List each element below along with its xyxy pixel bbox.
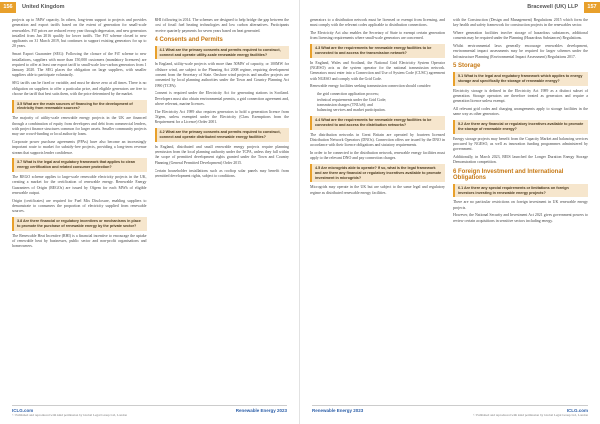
question-text: 3.7 What is the legal and regulatory framework that applies to clean energy certification and related consumer protection?	[17, 160, 136, 170]
list-item: • balancing services and market participation.	[317, 108, 445, 113]
paragraph: The majority of utility-scale renewable energy projects in the UK are financed through a combination of equity from developers and debt from commercial lenders, with project finance structures common for larger assets. Smaller community projects may use crowd-funding or local authority loans.	[12, 116, 147, 137]
left-column-2	[155, 18, 290, 402]
paragraph: However, the National Security and Investment Act 2021 gives government powers to review certain acquisitions in sensitive sectors including energy.	[453, 213, 588, 223]
question-box	[155, 46, 290, 60]
right-footer	[312, 405, 588, 420]
right-column-1	[310, 18, 445, 402]
list-item: • transmission charges (TNUoS); and	[317, 103, 445, 108]
paragraph: generators to a distribution network must be licensed or exempt from licensing, and must comply with the relevant codes applicable to distribution connections.	[310, 18, 445, 28]
paragraph: Energy storage projects may benefit from the Capacity Market and balancing services procured by NGESO, as well as innovation funding programmes administered by government.	[453, 136, 588, 152]
question-text: 4.2 What are the primary consents and permits required to construct, connect and operate distributed renewable energy facilities?	[159, 130, 281, 140]
paragraph: RHI following in 2014. The schemes are designed to help bridge the gap between the cost of fossil fuel heating technologies and low carbon alternatives. Participants receive quarterly payments for seven years based on heat generated.	[154, 18, 289, 33]
right-page-number: 157	[584, 2, 600, 13]
paragraph: In England, Wales and Scotland, the National Grid Electricity System Operator (NGESO) acts as the system operator for the national transmission network. Generators must enter into a Connection and Use of System Code (CUSC) agreement with NGESO and comply with the Grid Code.	[310, 60, 445, 81]
left-header	[0, 0, 299, 16]
paragraph: All relevant grid codes and charging arrangements apply to storage facilities in the same way as other generators.	[453, 107, 588, 117]
section-heading: 6 Foreign Investment and International Obligations	[453, 168, 564, 181]
question-box	[453, 120, 588, 134]
right-page	[300, 0, 600, 424]
question-text: 4.5 Are microgrids able to operate? If so, what is the legal framework and are there any financial or regulatory incentives available to promote investment in microgrids?	[315, 166, 442, 180]
paragraph: The distribution networks in Great Britain are operated by fourteen licensed Distribution Network Operators (DNOs). Connection offers are issued by the DNO in accordance with their licence obligations and statutory requirements.	[310, 132, 445, 148]
right-column-2	[453, 18, 588, 402]
question-box	[310, 44, 445, 58]
paragraph: Corporate power purchase agreements (PPAs) have also become an increasingly important route to market for subsidy-free projects, providing a long-term revenue stream that supports lender confidence.	[12, 139, 147, 155]
question-box	[12, 217, 147, 231]
footer-site-link[interactable]: ICLG.com	[566, 408, 588, 413]
paragraph: In order to be connected to the distribution network, renewable energy facilities must apply to the relevant DNO and pay connection charges.	[310, 150, 445, 161]
question-box	[310, 164, 445, 182]
left-running-title: United Kingdom	[22, 4, 65, 10]
footer-copyright: © Published and reproduced with kind permission by Global Legal Group Ltd, London	[472, 413, 588, 417]
footer-publication: Renewable Energy 2023	[235, 408, 287, 413]
question-box	[453, 184, 588, 198]
question-text: 4.4 What are the requirements for renewable energy facilities to be connected to and access the distribution networks?	[315, 117, 432, 127]
question-box	[310, 116, 445, 130]
question-text: 3.5 What are the main sources of financing for the development of electricity from renewable sources?	[17, 101, 133, 111]
bullet-list	[310, 92, 445, 113]
paragraph: Whilst environmental laws generally encourage renewables development, environmental impact assessments may be required for larger schemes under the Infrastructure Planning (Environmental Impact Assessment) Regulations 2017.	[453, 44, 588, 59]
paragraph: Microgrids may operate in the UK but are subject to the same legal and regulatory regime as distributed renewable energy facilities.	[310, 185, 445, 195]
paragraph: The REGO scheme applies to large-scale renewable electricity projects in the UK, creating a market for the certification of renewable energy. Renewable Energy Guarantees of Origin (REGOs) are issued by Ofgem for each MWh of eligible renewable output.	[12, 174, 147, 195]
left-column-1	[12, 18, 147, 402]
footer-publication: Renewable Energy 2023	[312, 408, 364, 413]
left-page-number: 156	[0, 2, 16, 13]
question-text: 4.1 What are the primary consents and permits required to construct, connect and operate utility-scale renewable energy facilities?	[159, 47, 281, 57]
paragraph: Additionally, in March 2023, BEIS launched the Longer Duration Energy Storage Demonstration competition.	[453, 155, 588, 165]
question-text: 3.8 Are there financial or regulatory incentives or mechanisms in place to promote the purchase of renewable energy by the private sector?	[17, 219, 141, 228]
paragraph: Electricity storage is defined in the Electricity Act 1989 as a distinct subset of generation. Storage operators are therefore treated as generators and require a generation licence unless exempt.	[453, 88, 588, 104]
question-text: 4.3 What are the requirements for renewable energy facilities to be connected to and access the transmission network?	[315, 46, 432, 55]
section-heading: 5 Storage	[453, 63, 481, 70]
paragraph: Smart Export Guarantee (SEG): Following the closure of the FiT scheme to new installations, suppliers with more than 150,000 customers (mandatory licensees) are required to offer at least one export tariff to small-scale low-carbon generators from 1 January 2020. The SEG places the obligation on large suppliers, with smaller suppliers able to participate voluntarily.	[12, 52, 147, 78]
paragraph: The Electricity Act also enables the Secretary of State to exempt certain generation from licensing requirements where small-scale generators are concerned.	[310, 31, 445, 41]
paragraph: SEG tariffs can be fixed or variable, and must be above zero at all times. There is no obligation on suppliers to offer a particular price, and eligible generators are free to choose the tariff that best suits them, with the price determined by the market.	[12, 81, 147, 96]
question-box	[453, 72, 588, 86]
footer-site-link[interactable]: ICLG.com	[12, 408, 34, 413]
paragraph: with the Construction (Design and Management) Regulations 2015 which form the key health and safety framework for construction projects in the renewables sector.	[453, 18, 588, 28]
paragraph: Consent is required under the Electricity Act for generating stations in Scotland. Developers must also obtain environmental permits, a grid connection agreement and, where relevant, marine licences.	[154, 91, 289, 107]
list-item: • technical requirements under the Grid Code;	[317, 98, 445, 103]
paragraph: Origin (certificates) are required for Fuel Mix Disclosure, enabling suppliers to demonstrate to consumers the proportion of electricity supplied from renewable sources.	[12, 198, 147, 214]
paragraph: There are no particular restrictions on foreign investment in UK renewable energy projects.	[453, 200, 588, 210]
paragraph: Renewable energy facilities seeking transmission connection should consider:	[310, 84, 432, 89]
paragraph: In England, utility-scale projects with more than 50MW of capacity, or 100MW for offshore wind, are subject to the Planning Act 2008 regime, requiring development consent from the Secretary of State. Onshore wind projects and smaller projects are consented by local planning authorities under the Town and Country Planning Act 1990 (TCPA).	[154, 62, 289, 88]
list-item: • the grid connection application process;	[317, 92, 445, 97]
question-text: 5.1 What is the legal and regulatory framework which applies to energy storage and specifically the storage of renewable energy?	[458, 74, 583, 83]
right-running-title: Bracewell (UK) LLP	[527, 4, 578, 10]
right-header	[300, 0, 600, 16]
paragraph: Certain householder installations such as rooftop solar panels may benefit from permitted development rights, subject to conditions.	[154, 168, 289, 178]
paragraph: The Electricity Act 1989 also requires generators to hold a generation licence from Ofgem, unless exempted under the Electricity (Class Exemptions from the Requirement for a Licence) Order 2001.	[154, 109, 289, 125]
footer-copyright: © Published and reproduced with kind permission by Global Legal Group Ltd, London	[12, 413, 128, 417]
left-footer	[12, 405, 287, 420]
question-box	[155, 128, 290, 142]
paragraph: The Renewable Heat Incentive (RHI) is a financial incentive to encourage the uptake of renewable heat by businesses, public sector and non-profit organisations and homeowners.	[12, 233, 147, 249]
paragraph: Where generation facilities involve storage of hazardous substances, additional consents may be required under the Planning (Hazardous Substances) Regulations.	[453, 31, 588, 41]
paragraph: In England, distributed and small renewable energy projects require planning permission from the local planning authority under the TCPA, unless they fall within the scope of permitted development rights granted under the Town and Country Planning (General Permitted Development) Order 2015.	[154, 144, 289, 165]
paragraph: projects up to 5MW capacity. In others, long-term support to projects and provides generation and export tariffs based on the extent of generation for small-scale renewables. FiT prices are reduced every year through degression, and new generators installed from Jan 2016 qualify for lower tariffs. The FiT scheme closed to new applicants on 31 March 2019, but continues to support existing generators for up to 20 years.	[12, 18, 147, 49]
question-box	[12, 100, 147, 114]
section-heading: 4 Consents and Permits	[154, 36, 223, 43]
question-box	[12, 158, 147, 172]
question-text: 5.2 Are there any financial or regulatory incentives available to promote the storage of renewable energy?	[458, 122, 584, 131]
question-text: 6.1 Are there any special requirements or limitations on foreign investors investing in renewable energy projects?	[458, 185, 569, 195]
